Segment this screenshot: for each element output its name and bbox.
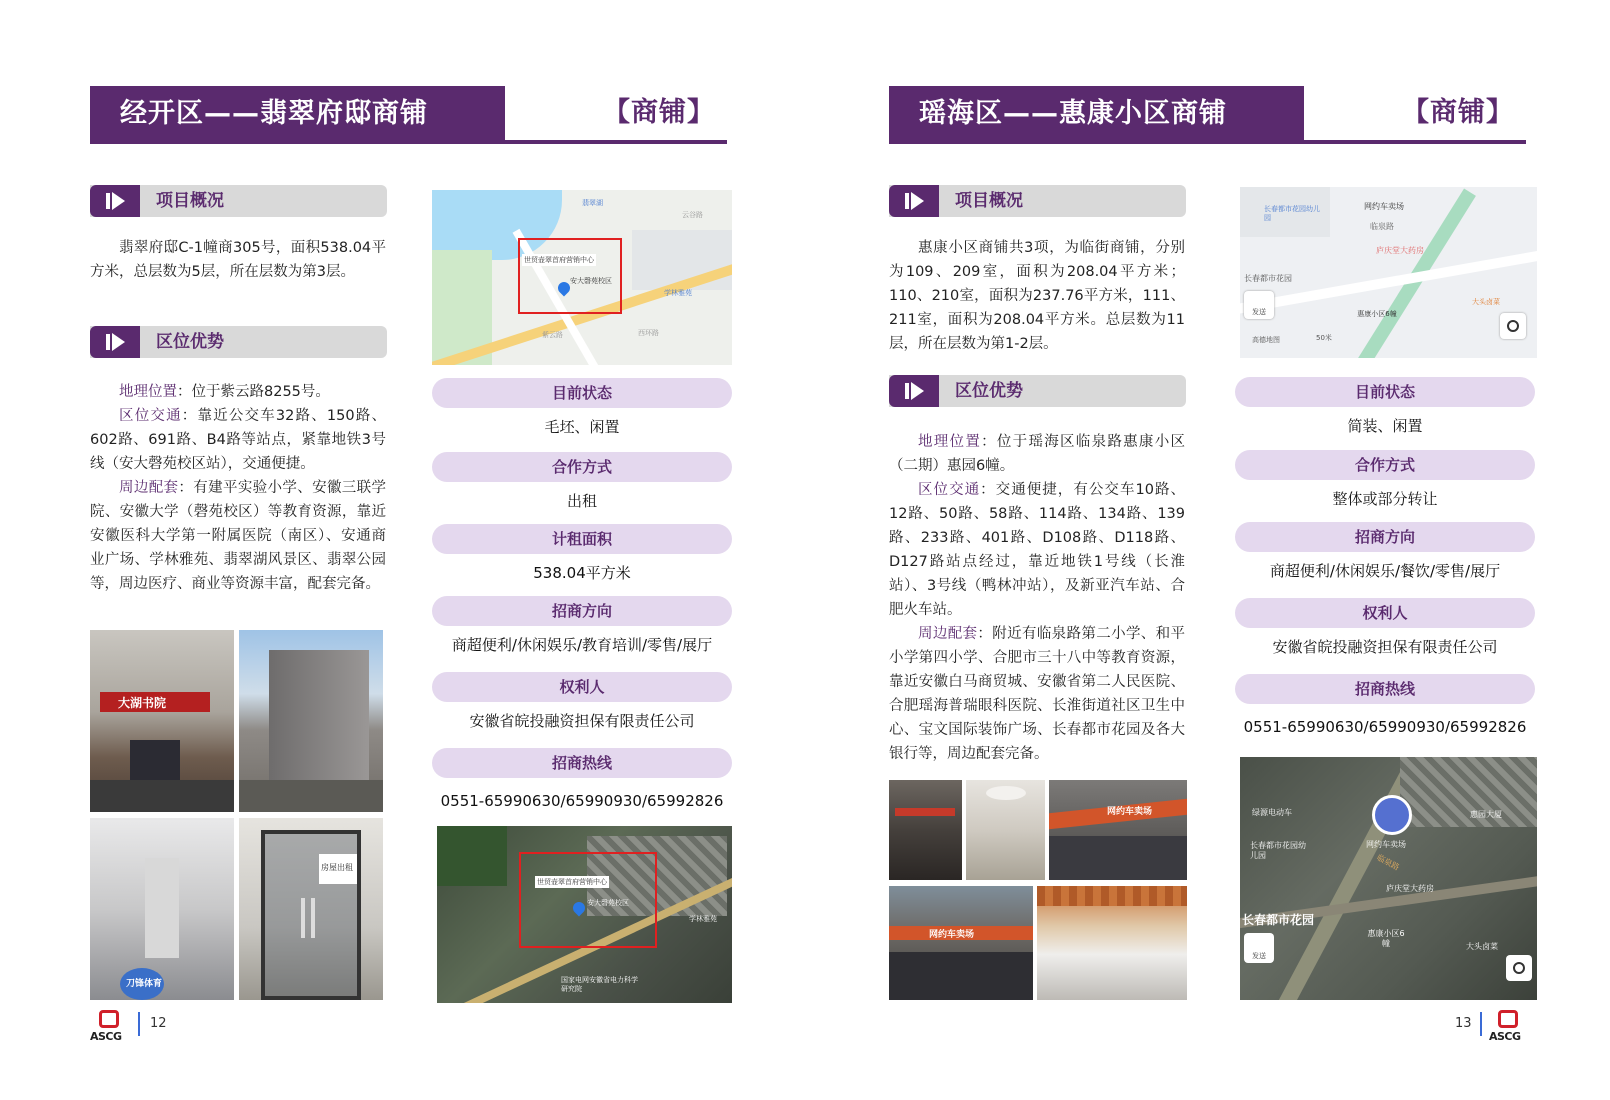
left-map-bottom-poi2: 学林雅苑 — [689, 915, 717, 923]
left-location-text — [90, 380, 386, 596]
right-map-top-scale: 50米 — [1316, 334, 1332, 342]
play-icon — [889, 375, 939, 407]
locate-icon — [1506, 955, 1532, 981]
right-photo-5 — [1037, 886, 1187, 1000]
right-logo-text: ASCG — [1489, 1030, 1521, 1043]
left-photo-4-sign: 房屋出租 — [321, 863, 353, 872]
right-photo-3-sign: 网约车卖场 — [1107, 807, 1153, 817]
right-map-top-poi6: 惠康小区6幢 — [1357, 310, 1397, 318]
play-icon — [90, 326, 140, 358]
left-info-label-0: 目前状态 — [432, 378, 732, 408]
left-title: 经开区——翡翠府邸商铺 — [90, 86, 505, 142]
right-info-label-2: 招商方向 — [1235, 522, 1535, 552]
right-map-bottom-poi8: 惠康小区6幢 — [1367, 929, 1405, 948]
left-logo-text: ASCG — [90, 1030, 122, 1043]
left-title-tag: 【商铺】 — [603, 97, 715, 128]
left-map-top-poi5: 西环路 — [638, 329, 659, 337]
left-photo-1-sign: 大湖书院 — [118, 696, 167, 710]
right-title: 瑶海区——惠康小区商铺 — [889, 86, 1304, 142]
left-info-label-4: 权利人 — [432, 672, 732, 702]
right-traffic-key: 区位交通 — [918, 482, 981, 498]
left-traffic-val: ：靠近公交车32路、150路、602路、691路、B4路等站点，紧靠地铁3号线（安大磬苑校区站），交通便捷。 — [90, 408, 386, 472]
play-icon — [889, 185, 939, 217]
left-info-value-3: 商超便利/休闲娱乐/教育培训/零售/展厅 — [451, 636, 713, 654]
right-map-top-poi5: 长春都市花园 — [1244, 274, 1292, 283]
left-title-band — [90, 86, 727, 144]
right-title-tag: 【商铺】 — [1402, 97, 1514, 128]
car-marker-icon — [1372, 795, 1412, 835]
left-info-label-1: 合作方式 — [432, 452, 732, 482]
right-map-top-poi8: 高德地图 — [1252, 336, 1280, 344]
right-info-label-4: 招商热线 — [1235, 674, 1535, 704]
right-map-bottom-poi3: 惠园大厦 — [1470, 810, 1502, 819]
right-photo-4 — [889, 886, 1033, 1000]
right-photo-4-sign: 网约车卖场 — [929, 930, 975, 940]
left-around-val: ：有建平实验小学、安徽三联学院、安徽大学（磬苑校区）等教育资源，靠近安徽医科大学第一附属医院（南区）、安通商业广场、学林雅苑、翡翠湖风景区、翡翠公园等，周边医疗、商业等资源丰富，配套完备。 — [90, 480, 387, 592]
ascg-logo-icon — [90, 1010, 128, 1046]
left-map-top-road: 紫云路 — [542, 331, 563, 339]
right-map-bottom-poi6: 庐庆堂大药房 — [1386, 884, 1434, 893]
left-location-label: 区位优势 — [156, 332, 224, 352]
right-map-bottom-poi5: 临泉路 — [1375, 852, 1401, 873]
right-map-bottom-poi4: 长春都市花园幼儿园 — [1250, 841, 1306, 860]
left-map-bottom-poi1: 安大磬苑校区 — [587, 899, 629, 907]
left-overview-text: 翡翠府邸C-1幢商305号，面积538.04平方米，总层数为5层，所在层数为第3层。 — [90, 240, 386, 280]
send-icon: 发送 — [1244, 933, 1274, 963]
right-around-key: 周边配套 — [918, 626, 978, 642]
right-info-label-3: 权利人 — [1235, 598, 1535, 628]
right-info-value-4: 0551-65990630/65990930/65992826 — [1243, 718, 1527, 736]
left-info-value-4: 安徽省皖投融资担保有限责任公司 — [469, 712, 695, 730]
right-location-text — [889, 430, 1185, 766]
left-map-bottom-marker: 世贸壶翠首府营销中心 — [537, 878, 607, 886]
ascg-logo-icon — [1489, 1010, 1527, 1046]
right-map-top-poi4: 庐庆堂大药房 — [1376, 246, 1424, 255]
right-traffic-val: ：交通便捷，有公交车10路、12路、50路、58路、114路、134路、139路、233路、401路、D108路、D118路、D127路站点经过，靠近地铁1号线（长淮站）、3号线（鸭林冲站），及新亚汽车站、合肥火车站。 — [889, 482, 1186, 618]
left-around-key: 周边配套 — [119, 480, 179, 496]
right-location-label: 区位优势 — [955, 381, 1023, 401]
locate-icon — [1500, 313, 1526, 339]
left-geo-val: ：位于紫云路8255号。 — [177, 384, 330, 400]
right-location-header — [889, 375, 1186, 407]
left-info-value-5: 0551-65990630/65990930/65992826 — [440, 792, 724, 810]
right-map-top-poi2: 长春都市花园幼儿园 — [1264, 205, 1320, 222]
left-info-value-2: 538.04平方米 — [533, 564, 631, 582]
right-info-value-3: 安徽省皖投融资担保有限责任公司 — [1272, 638, 1498, 656]
right-footer-divider — [1480, 1012, 1482, 1036]
left-info-label-5: 招商热线 — [432, 748, 732, 778]
right-info-label-0: 目前状态 — [1235, 377, 1535, 407]
left-geo-key: 地理位置 — [119, 384, 177, 400]
right-info-value-1: 整体或部分转让 — [1332, 490, 1438, 508]
right-info-value-2: 商超便利/休闲娱乐/餐饮/零售/展厅 — [1269, 562, 1501, 580]
right-map-bottom-poi9: 大头卤菜 — [1466, 942, 1498, 951]
left-traffic-key: 区位交通 — [119, 408, 182, 424]
right-geo-val: ：位于瑶海区临泉路惠康小区（二期）惠园6幢。 — [889, 434, 1185, 474]
right-map-bottom-poi7: 长春都市花园 — [1242, 913, 1315, 927]
right-photo-3 — [1049, 780, 1187, 880]
left-location-header — [90, 326, 387, 358]
right-map-bottom — [1240, 757, 1537, 1000]
right-map-bottom-poi1: 网约车卖场 — [1366, 840, 1406, 849]
left-map-top-poi1: 安大磬苑校区 — [570, 277, 612, 285]
right-info-value-0: 简装、闲置 — [1347, 417, 1423, 435]
left-map-top-poi3: 翡翠湖 — [582, 199, 603, 207]
right-overview-label: 项目概况 — [955, 191, 1023, 211]
right-map-top-poi3: 临泉路 — [1370, 222, 1394, 231]
right-info-label-1: 合作方式 — [1235, 450, 1535, 480]
right-overview-header — [889, 185, 1186, 217]
right-page — [805, 0, 1610, 1100]
left-info-value-0: 毛坯、闲置 — [544, 418, 620, 436]
send-icon: 发送 — [1244, 291, 1274, 319]
right-photo-1 — [889, 780, 962, 880]
right-overview-text: 惠康小区商铺共3项，为临街商铺，分别为109、209室，面积为208.04平方米；110、210室，面积为237.76平方米，111、211室，面积为208.04平方米。总层数为11层，所在层数为第1-2层。 — [889, 240, 1185, 352]
right-around-val: ：附近有临泉路第二小学、和平小学第四小学、合肥市三十八中等教育资源，靠近安徽白马商贸城、安徽省第二人民医院、合肥瑶海普瑞眼科医院、长淮街道社区卫生中心、宝文国际装饰广场、长春都市花园及各大银行等，周边配套完备。 — [889, 626, 1186, 762]
left-map-top-poi4: 云谷路 — [682, 211, 703, 219]
left-map-bottom — [437, 826, 732, 1003]
left-info-value-1: 出租 — [566, 492, 597, 510]
left-overview-label: 项目概况 — [156, 191, 224, 211]
left-map-top — [432, 190, 732, 365]
right-page-number: 13 — [1455, 1016, 1472, 1031]
right-map-bottom-poi2: 绿源电动车 — [1252, 808, 1292, 817]
right-photo-2 — [966, 780, 1045, 880]
left-photo-4 — [239, 818, 383, 1000]
right-map-top — [1240, 187, 1537, 358]
left-info-label-2: 计租面积 — [432, 524, 732, 554]
left-map-bottom-poi3: 国家电网安徽省电力科学研究院 — [561, 976, 638, 993]
left-title-line — [90, 140, 727, 144]
left-map-top-poi2: 学林雅苑 — [664, 289, 692, 297]
left-info-label-3: 招商方向 — [432, 596, 732, 626]
right-geo-key: 地理位置 — [918, 434, 982, 450]
left-overview-header — [90, 185, 387, 217]
left-photo-1 — [90, 630, 234, 812]
right-title-line — [889, 140, 1526, 144]
left-footer-divider — [138, 1012, 140, 1036]
left-page-number: 12 — [150, 1016, 167, 1031]
play-icon — [90, 185, 140, 217]
left-photo-2 — [239, 630, 383, 812]
right-title-band — [889, 86, 1526, 144]
right-map-top-poi7: 大头卤菜 — [1472, 298, 1500, 306]
left-map-top-marker: 世贸壶翠首府营销中心 — [524, 256, 594, 264]
left-photo-3-text: 刀锋体育 — [126, 979, 163, 989]
right-map-top-poi1: 网约车卖场 — [1364, 202, 1404, 211]
left-photo-3 — [90, 818, 234, 1000]
